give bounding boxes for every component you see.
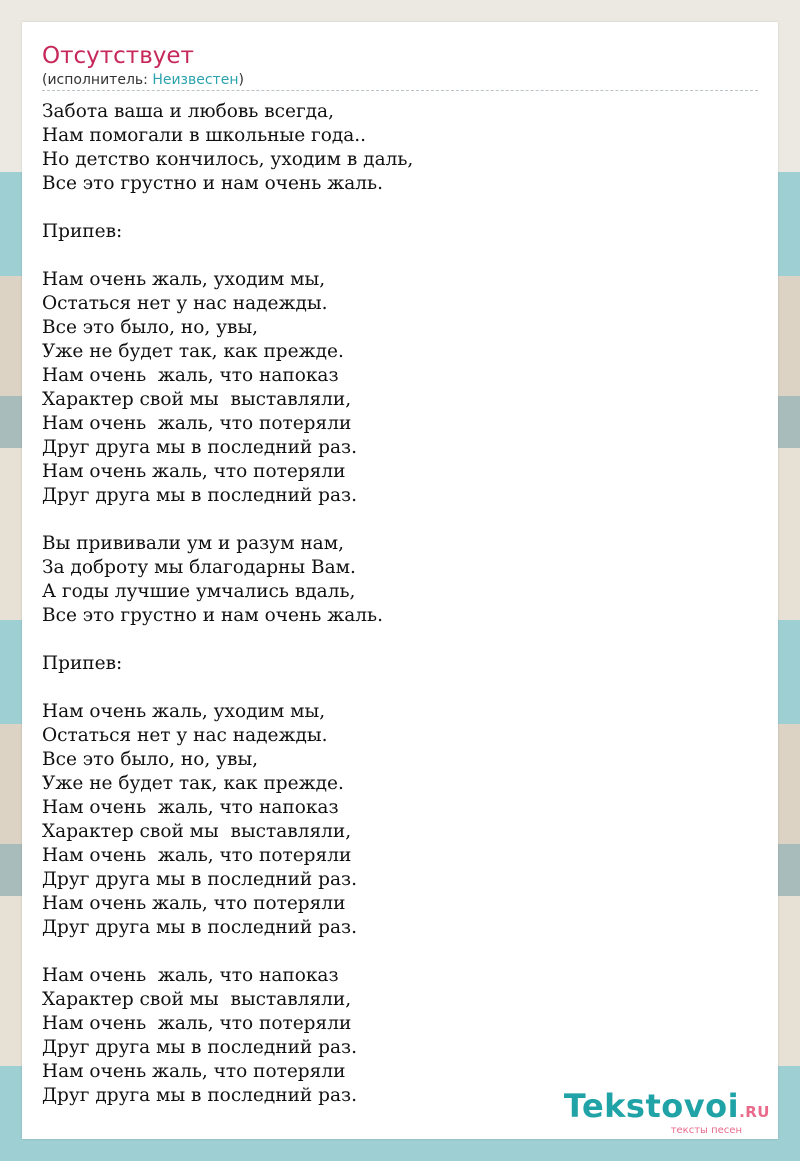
artist-link[interactable]: Неизвестен — [152, 72, 239, 88]
logo-name: Tekstovoi — [563, 1087, 740, 1125]
lyrics-text: Забота ваша и любовь всегда, Нам помогали в школьные года.. Но детство кончилось, уходим в даль, Все это грустно и нам очень жаль. Припев: Нам очень жаль, уходим мы, Остаться нет у нас надежды. Все это было, но, увы, Уже не будет так, как прежде. Нам очень жаль, что напоказ Характер свой мы выставляли, Нам очень жаль, что потеряли Друг друга мы в последний раз. Нам очень жаль, что потеряли Друг друга мы в последний раз. Вы прививали ум и разум нам, За доброту мы благодарны Вам. А годы лучшие умчались вдаль, Все это грустно и нам очень жаль. Припев: Нам очень жаль, уходим мы, Остаться нет у нас надежды. Все это было, но, увы, Уже не будет так, как прежде. Нам очень жаль, что напоказ Характер свой мы выставляли, Нам очень жаль, что потеряли Друг друга мы в последний раз. Нам очень жаль, что потеряли Друг друга мы в последний раз. Нам очень жаль, что напоказ Характер свой мы выставляли, Нам очень жаль, что потеряли Друг друга мы в последний раз. Нам очень жаль, что потеряли Друг друга мы в последний раз. — [42, 101, 414, 1106]
title-divider — [42, 90, 758, 91]
lyrics-card — [22, 22, 778, 1139]
logo-tld: .RU — [739, 1103, 770, 1121]
song-title: Отсутствует — [42, 43, 194, 69]
site-logo[interactable] — [564, 1089, 770, 1137]
artist-prefix: (исполнитель: — [42, 72, 153, 88]
logo-tagline: тексты песен — [670, 1125, 742, 1136]
artist-line — [42, 71, 244, 89]
artist-suffix: ) — [238, 72, 244, 88]
